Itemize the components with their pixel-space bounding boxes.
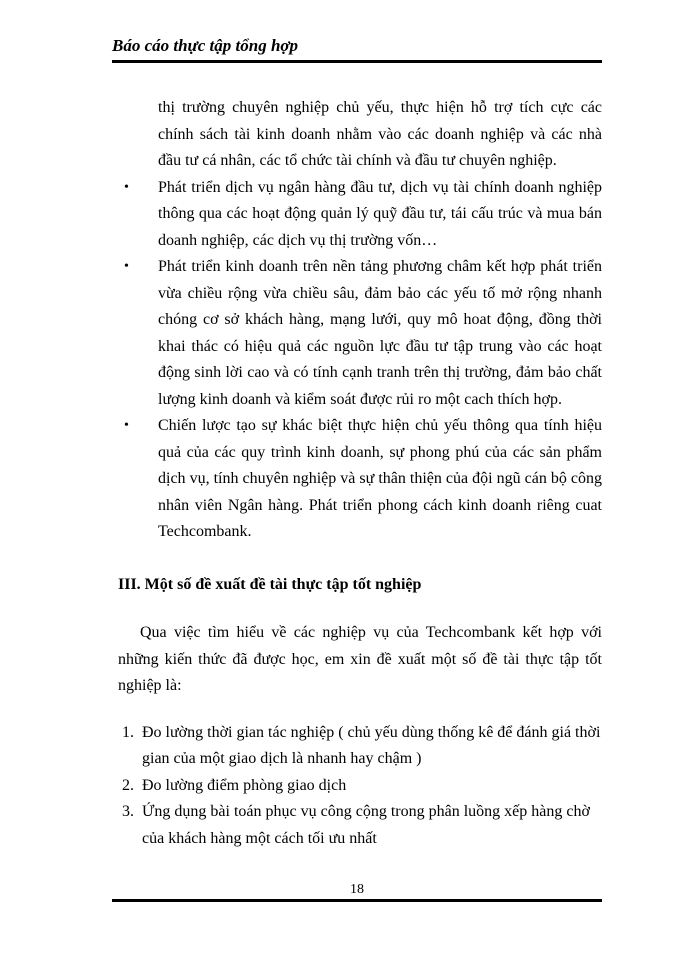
footer-divider: [112, 899, 602, 902]
bullet-icon: •: [124, 418, 129, 433]
topic-number: 3.: [122, 803, 134, 820]
topic-item: [118, 773, 602, 800]
bullet-text: Phát triển kinh doanh trên nền tảng phương châm kết hợp phát triển vừa chiều rộng vừa chiều sâu, đảm bảo các yếu tố mở rộng nhanh chóng cơ sở khách hàng, mạng lưới, quy mô hoat động, đồng thời khai thác có hiệu quả các nguồn lực đầu tư tập trung vào các hoạt động sinh lời cao và có tính cạnh tranh trên thị trường, đảm bảo chất lượng kinh doanh và kiểm soát được rủi ro một cach thích hợp.: [158, 258, 602, 408]
continuation-paragraph: thị trường chuyên nghiệp chủ yếu, thực hiện hỗ trợ tích cực các chính sách tài kinh doanh nhằm vào các doanh nghiệp và các nhà đầu tư cá nhân, các tổ chức tài chính và đầu tư chuyên nghiệp.: [158, 99, 602, 169]
bullet-list: [118, 175, 602, 546]
page-header-title: Báo cáo thực tập tổng hợp: [112, 36, 299, 55]
header-divider: [112, 60, 602, 63]
topic-number: 2.: [122, 776, 134, 794]
section-heading: III. Một số đề xuất đề tài thực tập tốt nghiệp: [118, 575, 422, 593]
topic-item: [118, 720, 602, 773]
topic-text: Ứng dụng bài toán phục vụ công cộng trong phân luồng xếp hàng chờ của khách hàng một cách tối ưu nhất: [142, 803, 590, 847]
topic-item: [118, 799, 602, 852]
bullet-item: [118, 175, 602, 255]
bullet-item: [118, 254, 602, 413]
page-number: 18: [350, 882, 364, 897]
bullet-text: Phát triển dịch vụ ngân hàng đầu tư, dịch vụ tài chính doanh nghiệp thông qua các hoạt động quản lý quỹ đầu tư, tái cấu trúc và mua bán doanh nghiệp, các dịch vụ thị trường vốn…: [158, 178, 602, 249]
bullet-text: Chiến lược tạo sự khác biệt thực hiện chủ yếu thông qua tính hiệu quả của các quy trình kinh doanh, sự phong phú của các sản phẩm dịch vụ, tính chuyên nghiệp và sự thân thiện của đội ngũ cán bộ công nhân viên Ngân hàng. Phát triển phong cách kinh doanh riêng cuat Techcombank.: [158, 417, 602, 540]
topic-text: Đo lường thời gian tác nghiệp ( chủ yếu dùng thống kê để đánh giá thời gian của một giao dịch là nhanh hay chậm ): [142, 723, 601, 767]
topic-text: Đo lường điểm phòng giao dịch: [142, 776, 347, 794]
topic-number: 1.: [122, 723, 134, 741]
bullet-item: [118, 413, 602, 546]
bullet-icon: •: [124, 179, 129, 195]
bullet-icon: •: [124, 259, 129, 274]
topic-list: [118, 720, 602, 853]
document-body: [118, 95, 602, 852]
intro-paragraph: Qua việc tìm hiểu về các nghiệp vụ của Techcombank kết hợp với những kiến thức đã được học, em xin đề xuất một số đề tài thực tập tốt nghiệp là:: [118, 624, 602, 694]
